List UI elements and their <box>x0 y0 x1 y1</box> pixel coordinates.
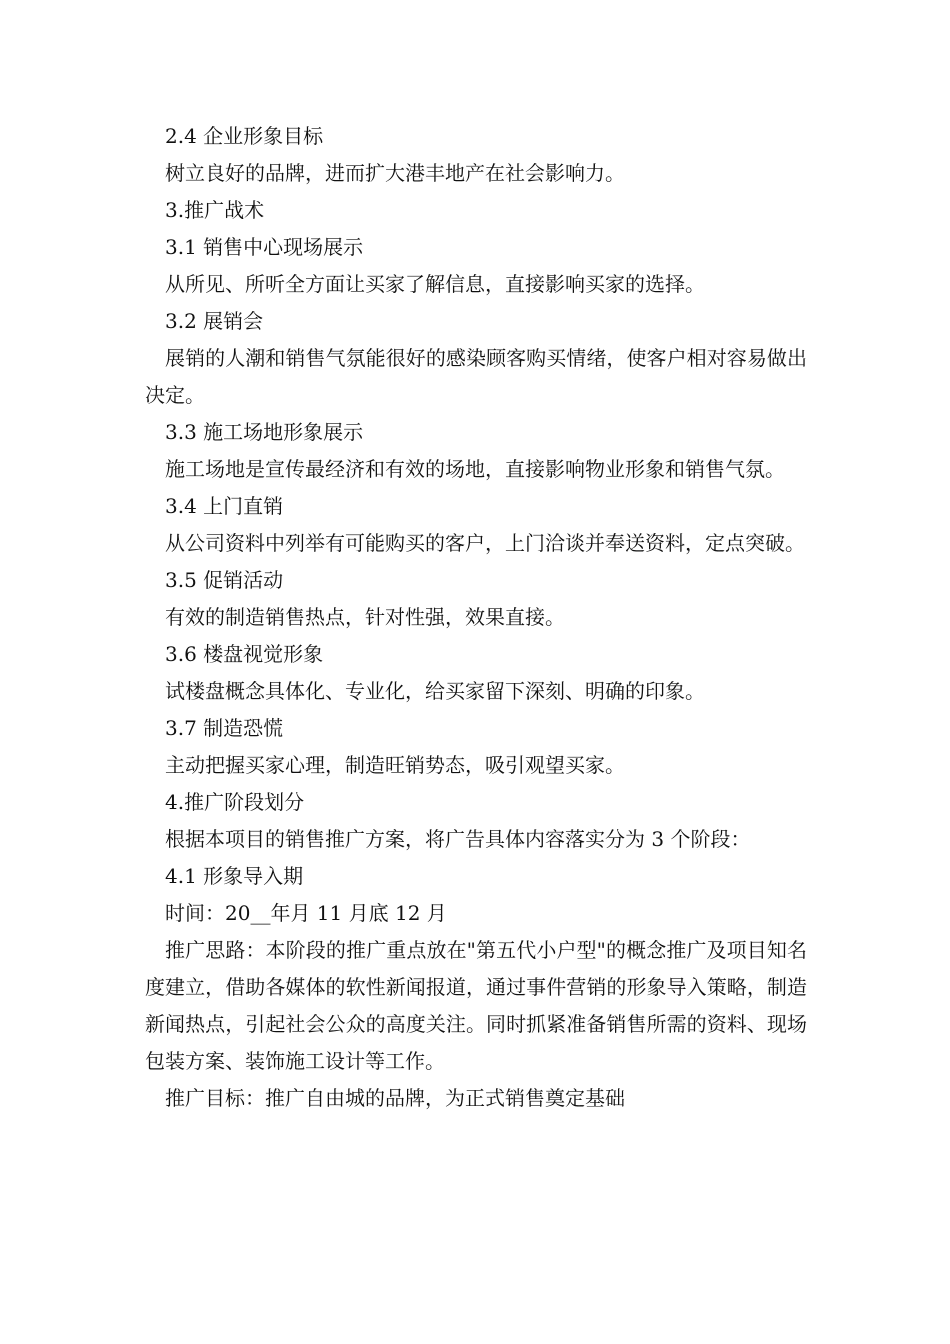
paragraph: 从公司资料中列举有可能购买的客户，上门洽谈并奉送资料，定点突破。 <box>165 531 805 555</box>
section-heading-3-5: 3.5 促销活动 <box>165 568 284 592</box>
section-heading-2-4: 2.4 企业形象目标 <box>165 124 324 148</box>
paragraph-promotion-idea: 推广思路：本阶段的推广重点放在"第五代小户型"的概念推广及项目知名度建立，借助各媒体的软性新闻报道，通过事件营销的形象导入策略，制造新闻热点，引起社会公众的高度关注。同时抓紧准备销售所需的资料、现场包装方案、装饰施工设计等工作。 <box>145 938 807 1073</box>
section-heading-3-1: 3.1 销售中心现场展示 <box>165 235 364 259</box>
paragraph: 根据本项目的销售推广方案，将广告具体内容落实分为 3 个阶段： <box>165 827 751 851</box>
paragraph: 主动把握买家心理，制造旺销势态，吸引观望买家。 <box>165 753 625 777</box>
section-heading-3-7: 3.7 制造恐慌 <box>165 716 284 740</box>
section-heading-4-1: 4.1 形象导入期 <box>165 864 304 888</box>
section-heading-4: 4.推广阶段划分 <box>165 790 305 814</box>
paragraph-time: 时间：20__年月 11 月底 12 月 <box>165 901 447 925</box>
section-heading-3-4: 3.4 上门直销 <box>165 494 284 518</box>
section-heading-3: 3.推广战术 <box>165 198 265 222</box>
section-heading-3-3: 3.3 施工场地形象展示 <box>165 420 364 444</box>
paragraph: 有效的制造销售热点，针对性强，效果直接。 <box>165 605 565 629</box>
paragraph: 施工场地是宣传最经济和有效的场地，直接影响物业形象和销售气氛。 <box>165 457 785 481</box>
paragraph: 从所见、所听全方面让买家了解信息，直接影响买家的选择。 <box>165 272 705 296</box>
section-heading-3-2: 3.2 展销会 <box>165 309 264 333</box>
paragraph-promotion-goal: 推广目标：推广自由城的品牌，为正式销售奠定基础 <box>165 1086 625 1110</box>
paragraph: 试楼盘概念具体化、专业化，给买家留下深刻、明确的印象。 <box>165 679 705 703</box>
document-body <box>145 118 807 1117</box>
section-heading-3-6: 3.6 楼盘视觉形象 <box>165 642 324 666</box>
paragraph: 树立良好的品牌，进而扩大港丰地产在社会影响力。 <box>165 161 625 185</box>
paragraph: 展销的人潮和销售气氛能很好的感染顾客购买情绪，使客户相对容易做出决定。 <box>145 346 807 407</box>
